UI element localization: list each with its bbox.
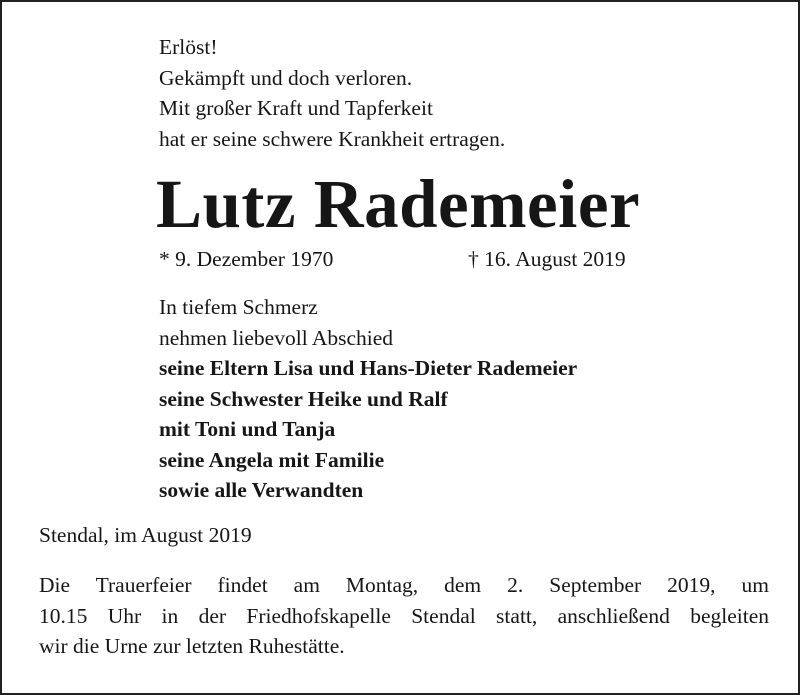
intro-line-1: Erlöst! <box>159 35 218 59</box>
mourning-line-1: In tiefem Schmerz <box>159 295 318 319</box>
family-line-3: mit Toni und Tanja <box>159 417 336 441</box>
family-line-4: seine Angela mit Familie <box>159 447 385 472</box>
birth-date: * 9. Dezember 1970 <box>159 247 334 271</box>
family-line-2: seine Schwester Heike und Ralf <box>159 386 448 411</box>
funeral-info <box>39 570 769 662</box>
intro-verse <box>159 32 505 154</box>
death-date: † 16. August 2019 <box>468 247 626 271</box>
intro-line-2: Gekämpft und doch verloren. <box>159 65 413 90</box>
family-line-1: seine Eltern Lisa und Hans-Dieter Rademeier <box>159 356 578 380</box>
place-and-date: Stendal, im August 2019 <box>39 523 252 547</box>
deceased-name: Lutz Rademeier <box>156 166 641 242</box>
intro-line-4: hat er seine schwere Krankheit ertragen. <box>159 126 506 151</box>
funeral-line-3: wir die Urne zur letzten Ruhestätte. <box>39 634 345 658</box>
funeral-line-2: 10.15 Uhr in der Friedhofskapelle Stendal statt, anschließend begleiten <box>39 603 769 628</box>
funeral-line-1: Die Trauerfeier findet am Montag, dem 2. September 2019, um <box>39 573 769 597</box>
family-line-5: sowie alle Verwandten <box>159 478 364 502</box>
mourners-section <box>159 292 577 506</box>
intro-line-3: Mit großer Kraft und Tapferkeit <box>159 96 433 120</box>
mourning-line-2: nehmen liebevoll Abschied <box>159 325 394 350</box>
